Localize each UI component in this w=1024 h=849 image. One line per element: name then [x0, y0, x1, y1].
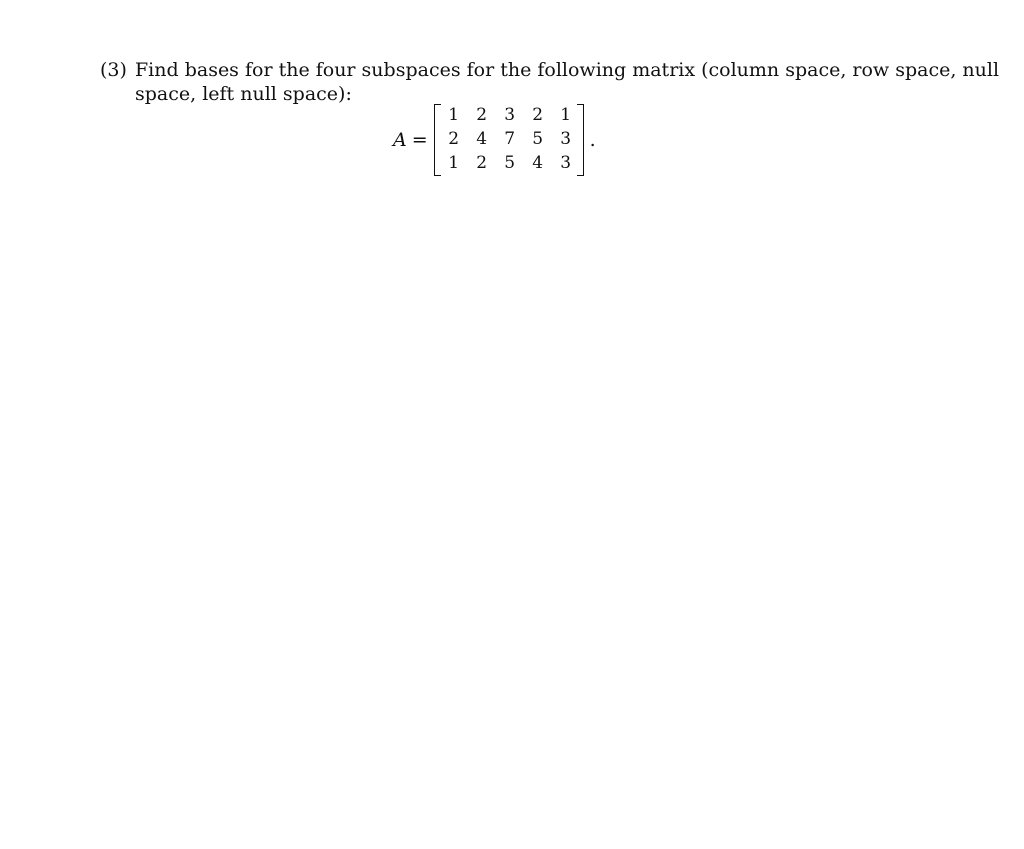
matrix-cell: 5 — [504, 153, 516, 173]
matrix-cell: 7 — [504, 129, 516, 149]
matrix-variable: A — [393, 129, 407, 151]
matrix-cell: 3 — [560, 153, 572, 173]
equals-sign: = — [411, 129, 428, 151]
left-bracket — [434, 104, 441, 176]
matrix-cell: 1 — [448, 105, 460, 125]
matrix-cell: 1 — [560, 105, 572, 125]
matrix-cell: 2 — [448, 129, 460, 149]
problem-statement — [100, 58, 1000, 106]
problem-text-line-2: space, left null space): — [135, 83, 352, 105]
matrix-cell: 3 — [504, 105, 516, 125]
problem-number: (3) — [100, 59, 127, 81]
matrix-cell: 3 — [560, 129, 572, 149]
matrix-cell: 2 — [476, 105, 488, 125]
problem-text-line-1: Find bases for the four subspaces for the following matrix (column space, row space, null — [135, 59, 1000, 81]
matrix-cell: 2 — [532, 105, 544, 125]
right-bracket — [577, 104, 584, 176]
matrix — [434, 103, 584, 177]
problem-line-1 — [100, 58, 1000, 82]
equation-period: . — [589, 129, 596, 151]
matrix-cell: 4 — [532, 153, 544, 173]
matrix-grid — [440, 103, 580, 175]
matrix-cell: 5 — [532, 129, 544, 149]
equation-lhs — [393, 129, 428, 151]
matrix-equation — [393, 103, 596, 177]
matrix-cell: 1 — [448, 153, 460, 173]
matrix-cell: 4 — [476, 129, 488, 149]
matrix-cell: 2 — [476, 153, 488, 173]
